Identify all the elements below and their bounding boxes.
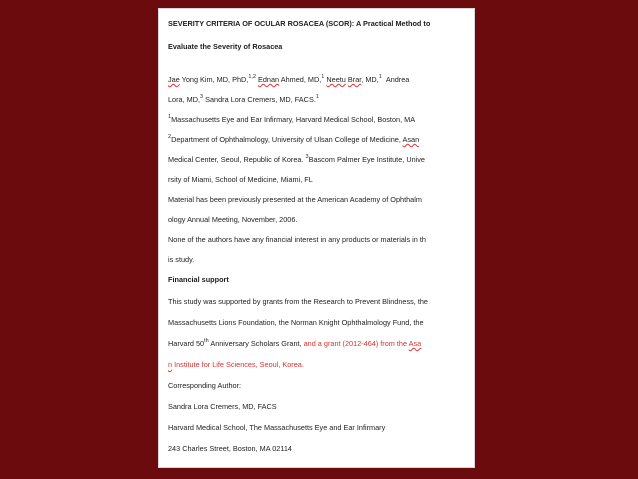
author-1-affil: 1,2 [248,74,256,80]
title-line-2: Evaluate the Severity of Rosacea [168,42,283,51]
document-page [158,8,475,468]
author-2-affil: 1 [321,74,325,80]
affiliation-4: rsity of Miami, School of Medicine, Miami, FL [168,175,313,184]
material-line-2: ology Annual Meeting, November, 2006. [168,215,298,224]
authors-line-2: Lora, MD,$^3$ Sandra Lora Cremers, MD, FACS.$^1$ [168,94,319,104]
author-4-first-name: Andrea [385,75,410,84]
material-line-1: Material has been previously presented at the American Academy of Ophthalm [168,195,422,204]
corresponding-author-label: Corresponding Author: [168,381,242,390]
support-line-2: Massachusetts Lions Foundation, the Norman Knight Ophthalmology Fund, the [168,318,424,327]
affiliation-2: $^2$Department of Ophthalmology, University of Ulsan College of Medicine, Asan [168,134,420,144]
title-line-1: SEVERITY CRITERIA OF OCULAR ROSACEA (SCOR): A Practical Method to [168,19,431,28]
authors-line-1 [168,75,409,84]
corresponding-name: Sandra Lora Cremers, MD, FACS [168,402,277,411]
author-2-first-name: Ednan [258,75,280,84]
author-5-affil: 1 [315,94,319,100]
author-3-rest: , MD, [361,75,379,84]
interest-line-1: None of the authors have any financial interest in any products or materials in th [168,235,426,244]
affiliation-1: $^1$Massachusetts Eye and Ear Infirmary, Harvard Medical School, Boston, MA [168,114,416,124]
author-1-rest: Yong Kim, MD, PhD, [179,75,249,84]
author-3-last-name: Brar [347,75,362,84]
author-1-first-name: Jae [168,75,180,84]
interest-line-2: is study. [168,255,195,264]
author-2-rest: Ahmed, MD, [279,75,322,84]
support-line-4: n Institute for Life Sciences, Seoul, Korea. [168,360,304,369]
support-line-3: Harvard 50th Anniversary Scholars Grant, and a grant (2012-464) from the Asa [168,338,422,348]
corresponding-address: 243 Charles Street, Boston, MA 02114 [168,444,292,453]
support-line-1: This study was supported by grants from the Research to Prevent Blindness, the [168,297,428,306]
tracked-change-text-2: Institute for Life Sciences, Seoul, Korea. [172,360,304,369]
author-3-first-name: Neetu [326,75,346,84]
financial-support-heading: Financial support [168,275,229,284]
author-3-affil: 1 [378,74,382,80]
author-4-affil: 3 [200,94,204,100]
tracked-change-text: and a grant (2012-464) from the [303,339,409,348]
corresponding-institution: Harvard Medical School, The Massachusetts Eye and Ear Infirmary [168,423,386,432]
affiliation-3: Medical Center, Seoul, Republic of Korea. $^3$Bascom Palmer Eye Institute, Unive [168,154,425,164]
